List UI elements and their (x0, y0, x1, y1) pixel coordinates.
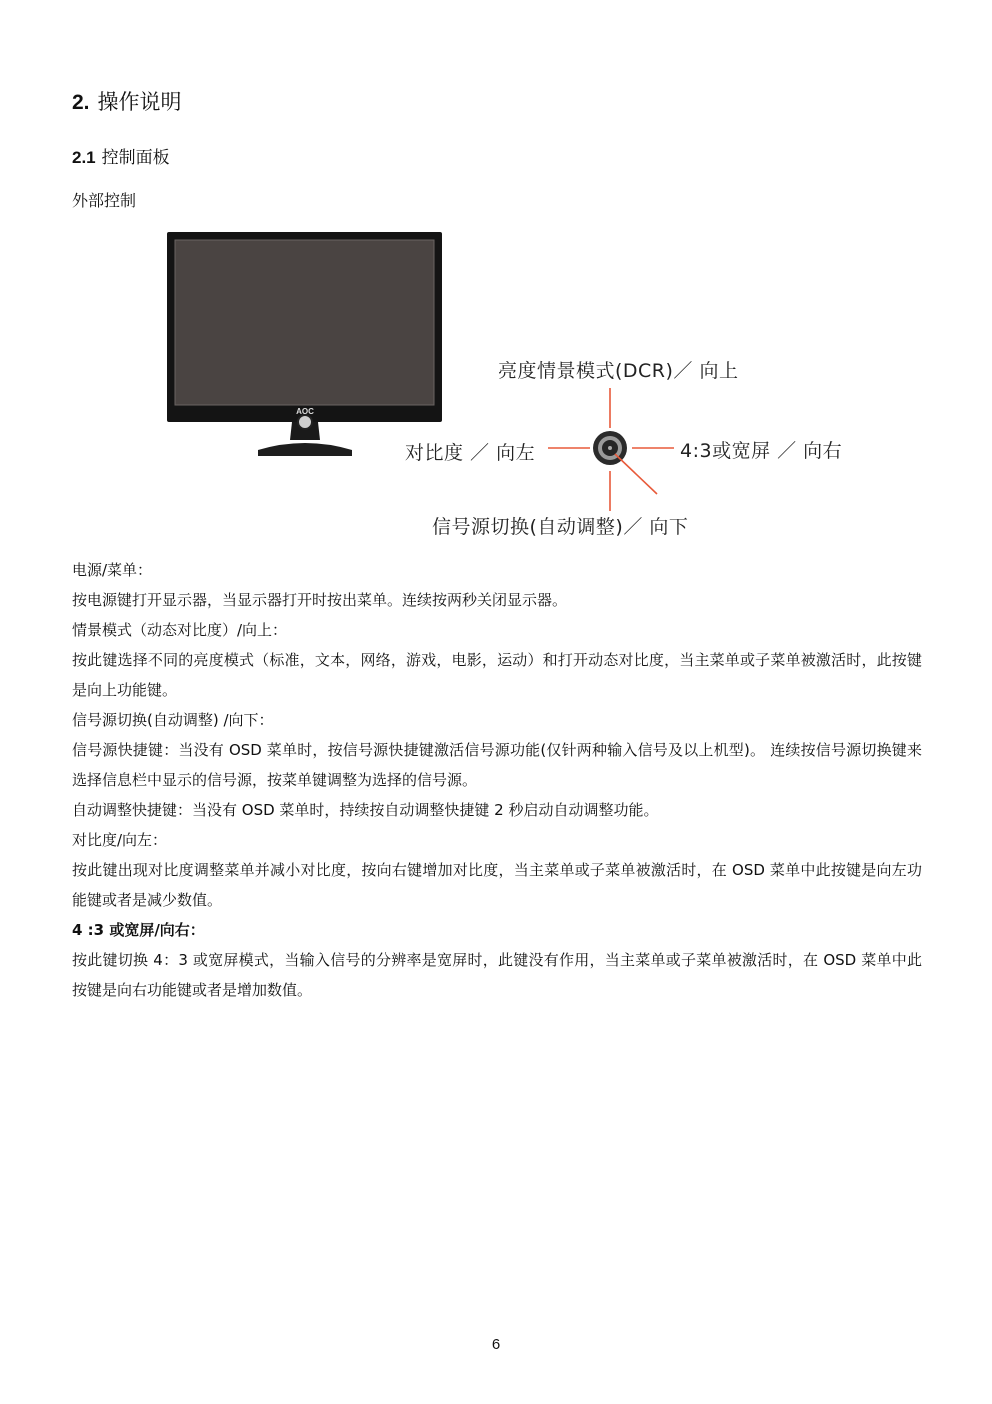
instruction-heading: 电源/菜单： (72, 561, 153, 579)
instruction-text: 按此键切换 4：3 或宽屏模式，当输入信号的分辨率是宽屏时，此键没有作用，当主菜单或子菜单被激活时，在 OSD 菜单中此按键是向右功能键或者是增加数值。 (72, 951, 922, 999)
label-source-down: 信号源切换(自动调整)／ 向下 (432, 516, 689, 538)
subsection-number: 2.1 (72, 148, 96, 167)
subsection-heading (72, 143, 170, 168)
instruction-text: 按此键出现对比度调整菜单并减小对比度，按向右键增加对比度，当主菜单或子菜单被激活时，在 OSD 菜单中此按键是向左功能键或者是减少数值。 (72, 861, 922, 909)
monitor-screen (175, 240, 434, 405)
section-number: 2. (72, 91, 90, 114)
instruction-text: 自动调整快捷键：当没有 OSD 菜单时，持续按自动调整快捷键 2 秒启动自动调整功能。 (72, 801, 659, 819)
section-heading (72, 86, 182, 116)
subsection-title: 控制面板 (101, 148, 170, 168)
instruction-text: 按此键选择不同的亮度模式（标准，文本，网络，游戏，电影，运动）和打开动态对比度，当主菜单或子菜单被激活时，此按键是向上功能键。 (72, 651, 922, 699)
instruction-heading: 对比度/向左： (72, 831, 168, 849)
leader-line-diagonal (615, 454, 657, 494)
instruction-text: 信号源快捷键：当没有 OSD 菜单时，按信号源快捷键激活信号源功能(仅针两种输入信号及以上机型)。 连续按信号源切换键来选择信息栏中显示的信号源，按菜单键调整为选择的信号源。 (72, 741, 922, 789)
monitor-base (258, 443, 352, 456)
monitor-brand-logo: AOC (296, 407, 314, 416)
instruction-heading: 信号源切换(自动调整) /向下： (72, 711, 274, 729)
label-brightness-up: 亮度情景模式(DCR)／ 向上 (498, 360, 739, 382)
instructions-body (72, 555, 922, 1005)
instruction-heading: 情景模式（动态对比度）/向上： (72, 621, 288, 639)
section-label: 外部控制 (72, 191, 137, 210)
section-title: 操作说明 (97, 90, 182, 114)
instruction-heading: 4 :3 或宽屏/向右： (72, 921, 205, 939)
label-contrast-left: 对比度 ／ 向左 (405, 442, 536, 464)
instruction-text: 按电源键打开显示器，当显示器打开时按出菜单。连续按两秒关闭显示器。 (72, 591, 568, 609)
control-panel-figure (160, 228, 860, 548)
page-number: 6 (491, 1336, 501, 1353)
monitor-power-ring (298, 415, 312, 429)
label-widescreen-right: 4:3或宽屏 ／ 向右 (680, 440, 843, 462)
monitor-illustration (160, 228, 860, 548)
